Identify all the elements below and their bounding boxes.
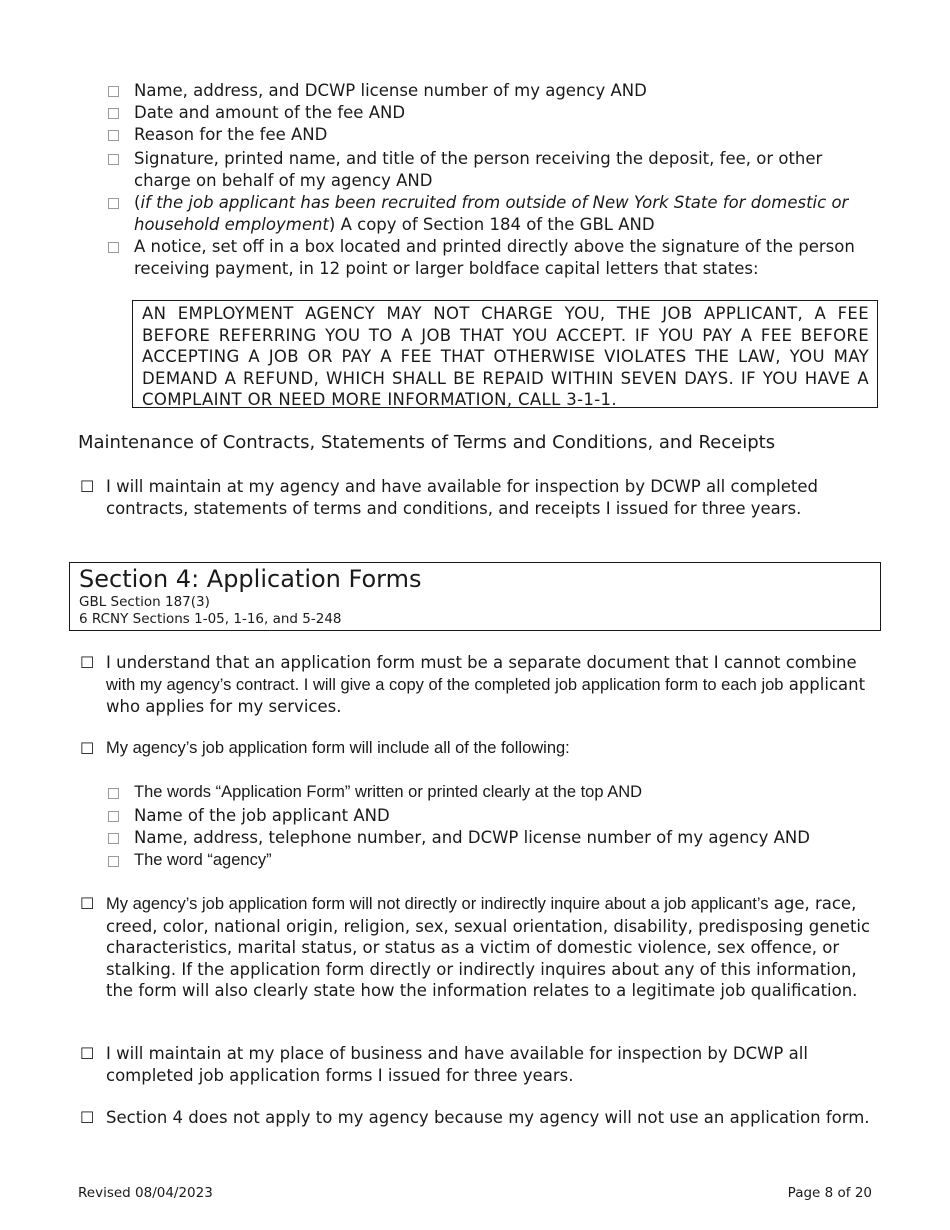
checklist-item — [80, 476, 880, 519]
checkbox[interactable]: ☐ — [80, 477, 95, 496]
list-item — [108, 124, 878, 146]
checklist-item-text: Section 4 does not apply to my agency because my agency will not use an application form. — [106, 1108, 870, 1127]
checklist-item-text: My agency’s job application form will include all of the following: — [106, 739, 570, 757]
text-line: I understand that an application form must be a separate document that I cannot combine — [106, 653, 857, 672]
text-line: with my agency’s contract. I will give a copy of the completed job application form to each job — [106, 675, 784, 694]
text-line: age, race, creed, color, national origin, religion, sex, sexual orientation, disability, predisposing genetic characteristics, marital status, or status as a victim of domestic violence, sex offence, or stalking. If the application form directly or indirectly inquires about any of this information, the form will also clearly state how the information relates to a legitimate job qualification. — [106, 894, 871, 1000]
checkbox[interactable]: ☐ — [80, 739, 95, 758]
list-item — [108, 148, 878, 191]
checkbox[interactable]: ☐ — [80, 653, 95, 672]
checklist-item — [80, 893, 880, 1002]
list-item — [108, 805, 878, 827]
checkbox[interactable] — [108, 833, 119, 844]
checklist-item — [80, 738, 880, 760]
checkbox[interactable] — [108, 788, 119, 799]
checklist-item-text: I will maintain at my place of business and have available for inspection by DCWP all completed job application forms I issued for three years. — [106, 1044, 808, 1085]
checkbox[interactable] — [108, 108, 119, 119]
list-item — [108, 850, 878, 872]
list-item-text: Name, address, telephone number, and DCWP license number of my agency AND — [134, 828, 810, 847]
text-line: My agency’s job application form will not directly or indirectly inquire about a job applicant’s — [106, 895, 769, 913]
checkbox[interactable]: ☐ — [80, 1108, 95, 1127]
list-item — [108, 236, 878, 279]
section-header — [69, 562, 881, 631]
list-item-text: The words “Application Form” written or printed clearly at the top AND — [134, 783, 643, 801]
list-item-text: (if the job applicant has been recruited from outside of New York State for domestic or household employment) A copy of Section 184 of the GBL AND — [134, 193, 849, 234]
maintenance-heading: Maintenance of Contracts, Statements of Terms and Conditions, and Receipts — [78, 432, 776, 453]
list-item-text: Signature, printed name, and title of the person receiving the deposit, fee, or other charge on behalf of my agency AND — [134, 149, 823, 190]
list-item-text: The word “agency” — [134, 851, 272, 869]
list-item-text: Reason for the fee AND — [134, 125, 328, 144]
checklist-item — [80, 1107, 880, 1129]
checklist-item — [80, 652, 880, 718]
checklist-item-text — [106, 652, 880, 718]
list-item — [108, 80, 878, 102]
list-item-text: Name of the job applicant AND — [134, 806, 390, 825]
list-item — [108, 192, 878, 235]
checkbox[interactable] — [108, 154, 119, 165]
list-item-text: A notice, set off in a box located and printed directly above the signature of the person receiving payment, in 12 point or larger boldface capital letters that states: — [134, 237, 855, 278]
italic-condition: if the job applicant has been recruited from outside of New York State for domestic or household employment — [134, 193, 849, 234]
list-item-text: Date and amount of the fee AND — [134, 103, 406, 122]
checkbox[interactable] — [108, 242, 119, 253]
checkbox[interactable] — [108, 811, 119, 822]
text-line: applicant who applies for my services. — [106, 674, 866, 716]
checkbox[interactable] — [108, 130, 119, 141]
checkbox[interactable] — [108, 86, 119, 97]
list-item-rest: ) A copy of Section 184 of the GBL AND — [328, 214, 655, 234]
list-item-text: Name, address, and DCWP license number of my agency AND — [134, 81, 647, 100]
notice-box: AN EMPLOYMENT AGENCY MAY NOT CHARGE YOU, THE JOB APPLICANT, A FEE BEFORE REFERRING YOU TO A JOB THAT YOU ACCEPT. IF YOU PAY A FEE BEFORE ACCEPTING A JOB OR PAY A FEE THAT OTHERWISE VIOLATES THE LAW, YOU MAY DEMAND A REFUND, WHICH SHALL BE REPAID WITHIN SEVEN DAYS. IF YOU HAVE A COMPLAINT OR NEED MORE INFORMATION, CALL 3-1-1. — [132, 300, 878, 408]
checkbox[interactable] — [108, 198, 119, 209]
checklist-item — [80, 1043, 880, 1086]
checklist-item-text — [106, 893, 880, 1002]
list-item — [108, 102, 878, 124]
section-reference: 6 RCNY Sections 1-05, 1-16, and 5-248 — [79, 611, 342, 627]
checkbox[interactable] — [108, 856, 119, 867]
checkbox[interactable]: ☐ — [80, 1044, 95, 1063]
checkbox[interactable]: ☐ — [80, 894, 95, 913]
page-number: Page 8 of 20 — [787, 1185, 872, 1201]
section-title: Section 4: Application Forms — [79, 565, 422, 593]
section-reference: GBL Section 187(3) — [79, 594, 210, 610]
list-item — [108, 827, 878, 849]
revised-date: Revised 08/04/2023 — [78, 1185, 213, 1201]
list-item — [108, 782, 878, 804]
checklist-item-text: I will maintain at my agency and have available for inspection by DCWP all completed contracts, statements of terms and conditions, and receipts I issued for three years. — [106, 477, 819, 518]
